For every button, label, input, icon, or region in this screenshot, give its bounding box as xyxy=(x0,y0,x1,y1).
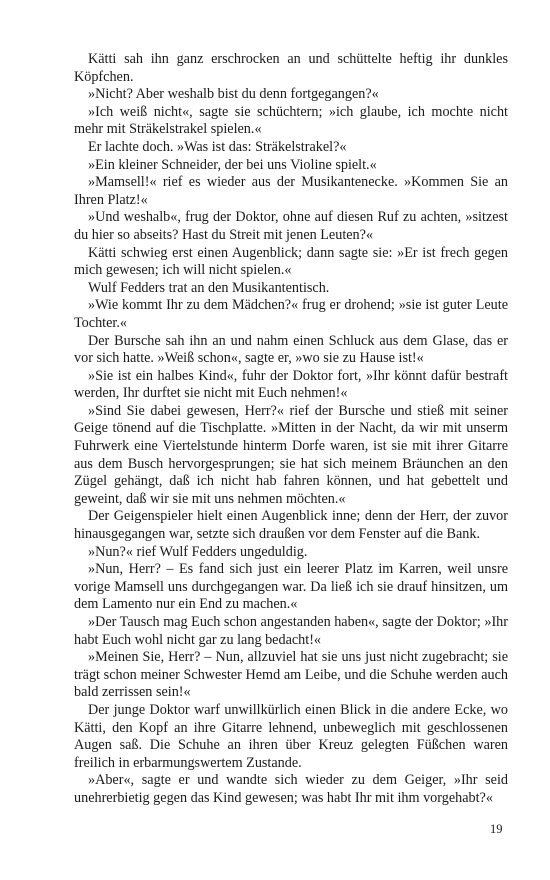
book-page-text xyxy=(74,51,508,808)
paragraph: »Mamsell!« rief es wieder aus der Musikantenecke. »Kommen Sie an Ihren Platz!« xyxy=(74,174,508,208)
paragraph: »Ich weiß nicht«, sagte sie schüchtern; »ich glaube, ich mochte nicht mehr mit Sträkelstrakel spielen.« xyxy=(74,103,508,138)
paragraph: Der Geigenspieler hielt einen Augenblick inne; denn der Herr, der zuvor hinausgegangen war, setzte sich draußen vor dem Fenster auf die Bank. xyxy=(74,508,508,543)
paragraph: Der junge Doktor warf unwillkürlich einen Blick in die andere Ecke, wo Kätti, den Kopf an ihre Gitarre lehnend, unbeweglich mit geschlossenen Augen saß. Die Schuhe an ihren über Kreuz gelegten Füßchen waren freilich in erbarmungswertem Zustande. xyxy=(74,701,508,771)
paragraph: »Sie ist ein halbes Kind«, fuhr der Doktor fort, »Ihr könnt dafür bestraft werden, Ihr durftet sie nicht mit Euch nehmen!« xyxy=(74,367,508,402)
paragraph: »Wie kommt Ihr zu dem Mädchen?« frug er drohend; »sie ist guter Leute Tochter.« xyxy=(74,297,508,331)
paragraph: Der Bursche sah ihn an und nahm einen Schluck aus dem Glase, das er vor sich hatte. »Weiß schon«, sagte er, »wo sie zu Hause ist!« xyxy=(74,332,508,367)
paragraph: »Nun, Herr? – Es fand sich just ein leerer Platz im Karren, weil unsre vorige Mamsell uns durchgegangen war. Da ließ ich sie drauf hinsitzen, um dem Lamento nur ein End zu machen.« xyxy=(74,561,508,613)
paragraph: »Meinen Sie, Herr? – Nun, allzuviel hat sie uns just nicht zugebracht; sie trägt schon meiner Schwester Hemd am Leibe, und die Schuhe werden auch bald zerrissen sein!« xyxy=(74,649,508,701)
paragraph: Kätti schwieg erst einen Augenblick; dann sagte sie: »Er ist frech gegen mich gewesen; ich will nicht spielen.« xyxy=(74,244,508,279)
paragraph: »Der Tausch mag Euch schon angestanden haben«, sagte der Doktor; »Ihr habt Euch wohl nicht gar zu lang bedacht!« xyxy=(74,614,508,648)
paragraph: Kätti sah ihn ganz erschrocken an und schüttelte heftig ihr dunkles Köpfchen. xyxy=(74,51,508,85)
paragraph: »Ein kleiner Schneider, der bei uns Violine spielt.« xyxy=(88,156,377,173)
paragraph: »Aber«, sagte er und wandte sich wieder zu dem Geiger, »Ihr seid unehrerbietig gegen das Kind gewesen; was habt Ihr mit ihm vorgehabt?« xyxy=(74,772,508,806)
page-number: 19 xyxy=(490,822,503,836)
paragraph: »Nun?« rief Wulf Fedders ungeduldig. xyxy=(88,543,308,560)
paragraph: »Nicht? Aber weshalb bist du denn fortgegangen?« xyxy=(88,86,379,103)
paragraph: »Sind Sie dabei gewesen, Herr?« rief der Bursche und stieß mit seiner Geige tönend auf die Tischplatte. »Mitten in der Nacht, da wir mit unserm Fuhrwerk eine Viertelstunde hinterm Dorfe waren, ist sie mit ihrer Gitarre aus dem Busch hervorgesprungen; sie hat sich meinem Bräunchen an den Zügel gehängt, daß ich nicht hab fahren können, und hat gebettelt und geweint, daß wir sie mit uns nehmen möchten.« xyxy=(74,402,508,507)
paragraph: Er lachte doch. »Was ist das: Sträkelstrakel?« xyxy=(88,138,347,155)
paragraph: Wulf Fedders trat an den Musikantentisch. xyxy=(88,279,330,296)
paragraph: »Und weshalb«, frug der Doktor, ohne auf diesen Ruf zu achten, »sitzest du hier so abseits? Hast du Streit mit jenen Leuten?« xyxy=(74,209,508,243)
